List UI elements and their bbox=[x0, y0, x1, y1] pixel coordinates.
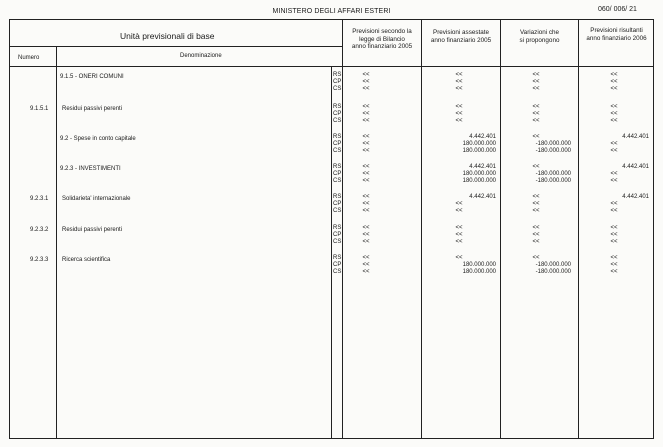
row-value: << bbox=[532, 86, 540, 92]
row-sigla: RS bbox=[333, 255, 342, 261]
numero-column-divider bbox=[56, 46, 57, 439]
row-value: << bbox=[610, 255, 618, 261]
row-numero: 9.1.5.1 bbox=[30, 106, 49, 112]
col-header-denominazione: Denominazione bbox=[180, 53, 222, 59]
row-numero: 9.2.3.1 bbox=[30, 196, 49, 202]
row-sigla: RS bbox=[333, 194, 342, 200]
row-value: << bbox=[362, 262, 370, 268]
row-value: << bbox=[610, 262, 618, 268]
row-value: 180.000.000 bbox=[462, 148, 496, 154]
row-sigla: CS bbox=[333, 148, 342, 154]
row-value: << bbox=[610, 148, 618, 154]
row-denominazione: Ricerca scientifica bbox=[62, 257, 111, 263]
row-sigla: RS bbox=[333, 225, 342, 231]
row-value: << bbox=[455, 79, 463, 85]
row-value: << bbox=[362, 111, 370, 117]
row-sigla: CS bbox=[333, 239, 342, 245]
row-value: << bbox=[362, 171, 370, 177]
row-value: << bbox=[455, 208, 463, 214]
col-header-assestate: Previsioni assestate anno finanziario 2005 bbox=[430, 29, 492, 44]
row-value: << bbox=[362, 79, 370, 85]
row-value: -180.000.000 bbox=[535, 269, 571, 275]
row-value: << bbox=[610, 269, 618, 275]
row-value: << bbox=[532, 232, 540, 238]
row-value: << bbox=[610, 178, 618, 184]
row-value: 4.442.401 bbox=[622, 164, 649, 170]
row-numero: 9.2.3.2 bbox=[30, 227, 49, 233]
row-value: << bbox=[362, 255, 370, 261]
row-value: << bbox=[362, 232, 370, 238]
row-value: << bbox=[610, 141, 618, 147]
row-value: << bbox=[362, 118, 370, 124]
col-header-variazioni: Variazioni che si propongono bbox=[519, 29, 560, 44]
col-header-numero: Numero bbox=[18, 55, 40, 61]
row-value: -180.000.000 bbox=[535, 171, 571, 177]
row-sigla: CP bbox=[333, 79, 342, 85]
row-value: 4.442.401 bbox=[622, 194, 649, 200]
row-value: << bbox=[362, 72, 370, 78]
row-value: << bbox=[610, 208, 618, 214]
row-sigla: CS bbox=[333, 269, 342, 275]
row-sigla: CS bbox=[333, 118, 342, 124]
row-value: << bbox=[455, 201, 463, 207]
col-header-legge-bilancio: Previsioni secondo la legge di Bilancio anno finanziario 2005 bbox=[351, 28, 413, 50]
row-value: << bbox=[362, 141, 370, 147]
row-value: << bbox=[610, 86, 618, 92]
row-value: 4.442.401 bbox=[469, 134, 496, 140]
row-value: 180.000.000 bbox=[462, 262, 496, 268]
row-value: << bbox=[532, 79, 540, 85]
row-value: << bbox=[532, 255, 540, 261]
row-denominazione: Residui passivi perenti bbox=[62, 106, 123, 112]
header-divider bbox=[9, 46, 342, 47]
row-value: << bbox=[362, 134, 370, 140]
row-sigla: RS bbox=[333, 104, 342, 110]
row-value: << bbox=[362, 201, 370, 207]
row-value: << bbox=[532, 194, 540, 200]
page-reference: 060/ 006/ 21 bbox=[598, 6, 637, 13]
row-value: << bbox=[610, 225, 618, 231]
row-value: << bbox=[610, 104, 618, 110]
row-value: -180.000.000 bbox=[535, 262, 571, 268]
row-value: 180.000.000 bbox=[462, 269, 496, 275]
row-value: << bbox=[455, 111, 463, 117]
row-value: << bbox=[362, 104, 370, 110]
row-value: 4.442.401 bbox=[469, 164, 496, 170]
row-value: << bbox=[455, 72, 463, 78]
row-sigla: CP bbox=[333, 262, 342, 268]
row-value: << bbox=[532, 118, 540, 124]
row-sigla: CP bbox=[333, 171, 342, 177]
row-value: << bbox=[455, 232, 463, 238]
row-value: << bbox=[610, 171, 618, 177]
group-title: Unità previsionali di base bbox=[120, 31, 215, 41]
row-value: -180.000.000 bbox=[535, 148, 571, 154]
row-value: << bbox=[532, 104, 540, 110]
row-sigla: RS bbox=[333, 164, 342, 170]
row-sigla: RS bbox=[333, 134, 342, 140]
row-value: 180.000.000 bbox=[462, 171, 496, 177]
row-denominazione: 9.2 - Spese in conto capitale bbox=[60, 136, 136, 142]
row-denominazione: 9.2.3 - INVESTIMENTI bbox=[60, 166, 121, 172]
row-sigla: CP bbox=[333, 201, 342, 207]
row-value: << bbox=[532, 72, 540, 78]
row-value: 4.442.401 bbox=[469, 194, 496, 200]
row-value: << bbox=[362, 239, 370, 245]
row-sigla: CP bbox=[333, 141, 342, 147]
row-value: << bbox=[532, 239, 540, 245]
row-numero: 9.2.3.3 bbox=[30, 257, 49, 263]
row-value: << bbox=[532, 134, 540, 140]
row-value: << bbox=[455, 104, 463, 110]
document-title: MINISTERO DEGLI AFFARI ESTERI bbox=[272, 8, 391, 15]
row-value: << bbox=[532, 201, 540, 207]
row-value: << bbox=[532, 164, 540, 170]
row-denominazione: 9.1.5 - ONERI COMUNI bbox=[60, 74, 124, 80]
col-header-risultanti: Previsioni risultanti anno finanziario 2006 bbox=[586, 27, 647, 42]
row-value: 4.442.401 bbox=[622, 134, 649, 140]
row-value: 180.000.000 bbox=[462, 178, 496, 184]
row-value: << bbox=[362, 148, 370, 154]
row-value: << bbox=[362, 269, 370, 275]
row-value: << bbox=[362, 208, 370, 214]
row-value: << bbox=[455, 86, 463, 92]
row-value: << bbox=[362, 164, 370, 170]
row-value: << bbox=[455, 255, 463, 261]
row-value: << bbox=[532, 225, 540, 231]
row-value: << bbox=[362, 194, 370, 200]
sigla-column-divider bbox=[331, 66, 332, 439]
row-value: << bbox=[610, 72, 618, 78]
row-value: << bbox=[455, 239, 463, 245]
row-value: << bbox=[362, 86, 370, 92]
row-value: << bbox=[362, 225, 370, 231]
row-denominazione: Solidarieta' internazionale bbox=[62, 196, 131, 202]
row-value: << bbox=[610, 232, 618, 238]
row-value: << bbox=[610, 111, 618, 117]
row-sigla: CP bbox=[333, 232, 342, 238]
row-denominazione: Residui passivi perenti bbox=[62, 227, 123, 233]
row-value: -180.000.000 bbox=[535, 178, 571, 184]
row-sigla: CS bbox=[333, 86, 342, 92]
row-value: << bbox=[532, 208, 540, 214]
row-sigla: CP bbox=[333, 111, 342, 117]
row-sigla: RS bbox=[333, 72, 342, 78]
row-value: << bbox=[455, 225, 463, 231]
row-sigla: CS bbox=[333, 178, 342, 184]
row-value: 180.000.000 bbox=[462, 141, 496, 147]
row-value: << bbox=[610, 201, 618, 207]
row-value: << bbox=[362, 178, 370, 184]
row-value: << bbox=[610, 118, 618, 124]
row-value: << bbox=[532, 111, 540, 117]
row-sigla: CS bbox=[333, 208, 342, 214]
row-value: << bbox=[610, 79, 618, 85]
row-value: << bbox=[610, 239, 618, 245]
row-value: << bbox=[455, 118, 463, 124]
row-value: -180.000.000 bbox=[535, 141, 571, 147]
